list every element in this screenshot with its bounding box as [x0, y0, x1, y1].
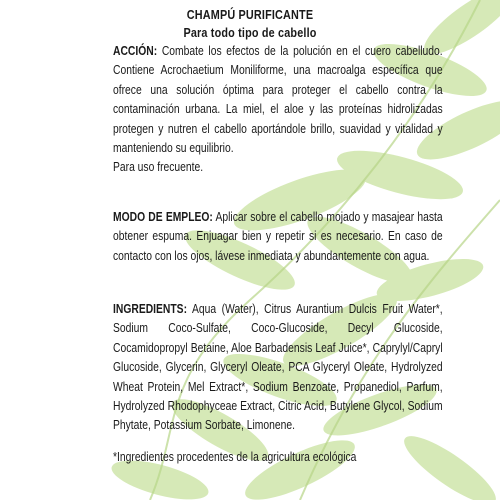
modo-section	[113, 208, 443, 266]
product-subtitle: Para todo tipo de cabello	[183, 26, 317, 40]
ingredients-heading: INGREDIENTS:	[113, 302, 188, 316]
accion-text: Combate los efectos de la polución en el cuero cabelludo. Contiene Acrochaetium Moniliforme, una macroalga específica que ofrece una solución óptima para proteger el cabello contra la contaminación urbana. La miel, el aloe y las proteínas hidrolizadas protegen y nutren el cabello aportándole brillo, suavidad y vitalidad y manteniendo su equilibrio.	[113, 44, 443, 156]
footnote-text: *Ingredientes procedentes de la agricultura ecológica	[113, 450, 357, 464]
ingredients-section	[113, 300, 443, 436]
accion-frequency: Para uso frecuente.	[113, 160, 204, 175]
product-title: CHAMPÚ PURIFICANTE	[186, 8, 314, 22]
accion-heading: ACCIÓN:	[113, 44, 158, 58]
modo-heading: MODO DE EMPLEO:	[113, 210, 213, 224]
ingredients-text: Aqua (Water), Citrus Aurantium Dulcis Fruit Water*, Sodium Coco-Sulfate, Coco-Glucoside, Decyl Glucoside, Cocamidopropyl Betaine, Aloe Barbadensis Leaf Juice*, Caprylyl/Capryl Glucoside, Glycerin, Glyceryl Oleate, PCA Glyceryl Oleate, Hydrolyzed Wheat Protein, Mel Extract*, Sodium Benzoate, Propanediol, Parfum, Hydrolyzed Rhodophyceae Extract, Citric Acid, Butylene Glycol, Sodium Phytate, Potassium Sorbate, Limonene.	[113, 302, 443, 433]
footnote-section	[113, 448, 443, 467]
header	[0, 6, 500, 42]
accion-section	[113, 42, 443, 178]
modo-text: Aplicar sobre el cabello mojado y masajear hasta obtener espuma. Enjuagar bien y repetir si es necesario. En caso de contacto con los ojos, lávese inmediata y abundantemente con agua.	[113, 210, 443, 263]
